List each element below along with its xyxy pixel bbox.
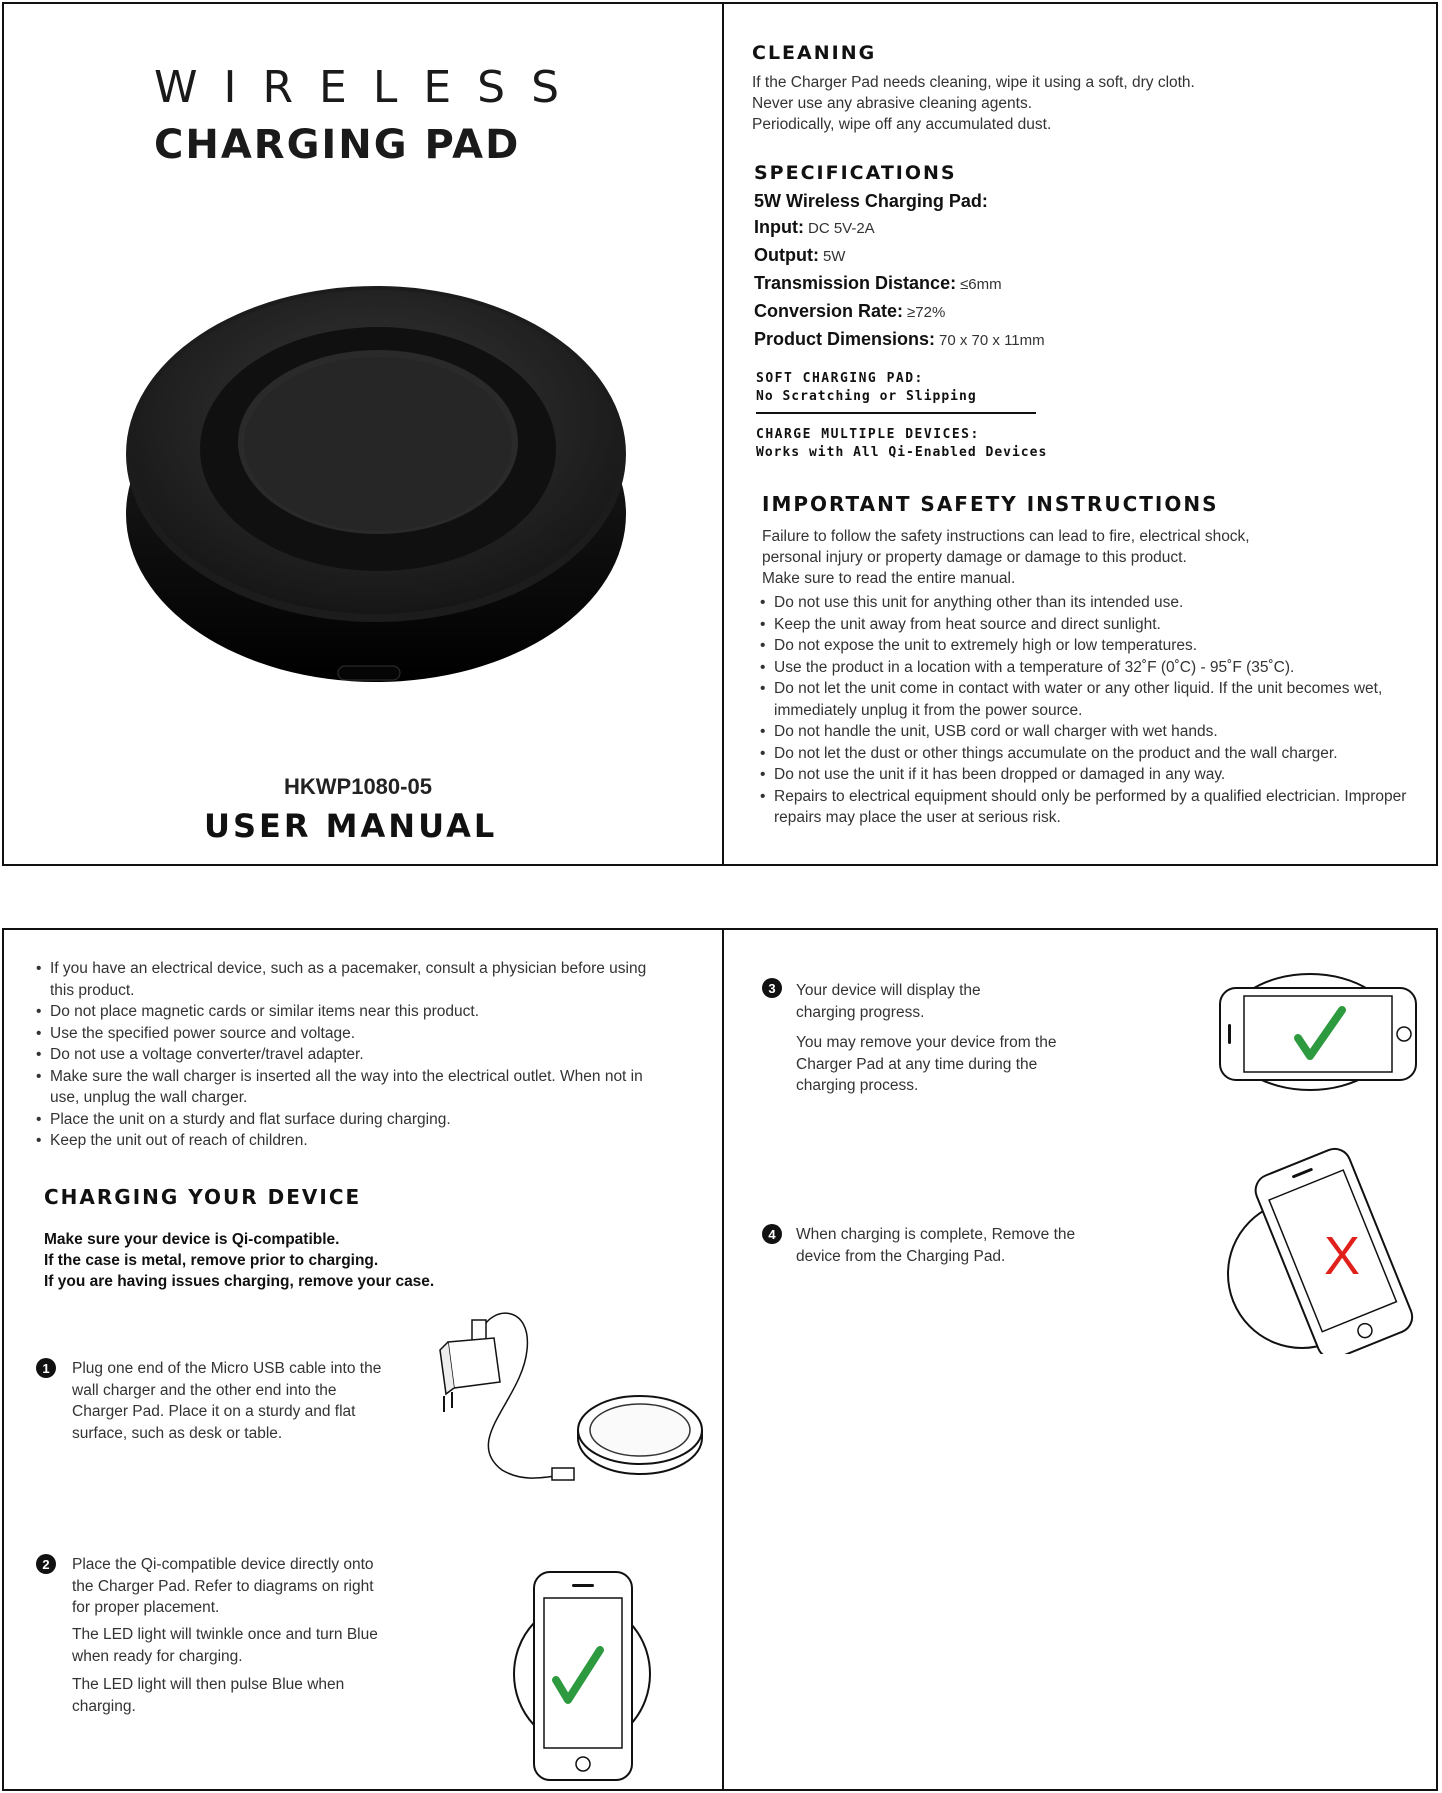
step-1-number: 1 (36, 1358, 56, 1378)
specifications-section (754, 162, 1414, 354)
spec-value: ≤6mm (960, 276, 1002, 293)
safety-bullet: • Do not use a voltage converter/travel adapter. (34, 1044, 654, 1066)
safety-bullet: • Place the unit on a sturdy and flat surface during charging. (34, 1109, 654, 1131)
step-4-text: When charging is complete, Remove the device from the Charging Pad. (796, 1226, 1076, 1265)
feature-title: SOFT CHARGING PAD: (756, 371, 924, 386)
safety-bullet: • Do not handle the unit, USB cord or wall charger with wet hands. (758, 721, 1422, 743)
spec-value: 5W (822, 248, 846, 265)
feature-text: Works with All Qi-Enabled Devices (756, 445, 1048, 460)
phone-removed-illustration (1222, 1144, 1432, 1354)
step-1-text: Plug one end of the Micro USB cable into the wall charger and the other end into the Charger Pad. Place it on a sturdy and flat surface, such as desk or table. (72, 1360, 382, 1442)
spec-output (754, 242, 1414, 270)
title-wireless: WIRELESS (154, 62, 586, 113)
specifications-heading: SPECIFICATIONS (754, 162, 957, 184)
safety-bullet: • Do not place magnetic cards or similar items near this product. (34, 1001, 654, 1023)
safety-intro (762, 526, 1422, 589)
charging-note: If the case is metal, remove prior to charging. (44, 1252, 379, 1269)
safety-bullet: • Repairs to electrical equipment should only be performed by a qualified electrician. Improper repairs may place the user at serious risk. (758, 786, 1422, 829)
step-2-number: 2 (36, 1554, 56, 1574)
spec-value: DC 5V-2A (807, 220, 875, 237)
charging-pad-image (116, 274, 636, 694)
user-manual-title: USER MANUAL (204, 807, 498, 845)
top-sheet (2, 2, 1438, 866)
step-3-number: 3 (762, 978, 782, 998)
spec-label: Product Dimensions: (754, 329, 936, 349)
x-mark-icon: X (1324, 1226, 1361, 1286)
phone-on-pad-illustration (512, 1564, 672, 1788)
spec-distance (754, 270, 1414, 298)
panel-divider (722, 930, 724, 1789)
cleaning-text (752, 72, 1412, 135)
step-2-led-pulse: The LED light will then pulse Blue when charging. (72, 1676, 345, 1715)
title-charging-pad: CHARGING PAD (154, 122, 521, 168)
safety-heading: IMPORTANT SAFETY INSTRUCTIONS (762, 492, 1219, 516)
safety-bullet: • Do not use this unit for anything other than its intended use. (758, 592, 1422, 614)
safety-bullet-list (758, 592, 1422, 829)
step-3-text: Your device will display the charging progress. (796, 982, 981, 1021)
spec-input (754, 214, 1414, 242)
charging-heading: CHARGING YOUR DEVICE (44, 1185, 362, 1209)
charging-notes (44, 1229, 664, 1292)
cleaning-section (752, 42, 1412, 135)
safety-bullet: • Keep the unit out of reach of children. (34, 1130, 654, 1152)
feature-soft-pad (756, 370, 1076, 414)
safety-bullet: • Use the specified power source and voltage. (34, 1023, 654, 1045)
feature-text: No Scratching or Slipping (756, 389, 977, 404)
step-2-text: Place the Qi-compatible device directly onto the Charger Pad. Refer to diagrams on right for proper placement. (72, 1556, 374, 1616)
safety-bullet: • Use the product in a location with a temperature of 32˚F (0˚C) - 95˚F (35˚C). (758, 657, 1422, 679)
cleaning-line: Never use any abrasive cleaning agents. (752, 95, 1033, 112)
safety-bullet: • Make sure the wall charger is inserted all the way into the electrical outlet. When not in use, unplug the wall charger. (34, 1066, 654, 1109)
charging-section (44, 1185, 664, 1292)
spec-label: Conversion Rate: (754, 301, 904, 321)
charging-note: Make sure your device is Qi-compatible. (44, 1231, 340, 1248)
safety-intro-line: personal injury or property damage or damage to this product. (762, 549, 1187, 566)
spec-label: Transmission Distance: (754, 273, 957, 293)
feature-multi-device (756, 426, 1136, 462)
safety-bullet: • Do not let the dust or other things accumulate on the product and the wall charger. (758, 743, 1422, 765)
safety-bullet-list-continued (34, 958, 654, 1152)
spec-conversion (754, 298, 1414, 326)
step-2-led-twinkle: The LED light will twinkle once and turn Blue when ready for charging. (72, 1626, 378, 1665)
feature-divider (756, 412, 1036, 414)
step-4-number: 4 (762, 1224, 782, 1244)
charger-and-pad-illustration (422, 1310, 704, 1490)
safety-bullet: • Keep the unit away from heat source and direct sunlight. (758, 614, 1422, 636)
cleaning-line: Periodically, wipe off any accumulated dust. (752, 116, 1052, 133)
safety-intro-line: Make sure to read the entire manual. (762, 570, 1016, 587)
spec-value: ≥72% (907, 304, 946, 321)
safety-section (762, 492, 1422, 589)
spec-value: 70 x 70 x 11mm (939, 332, 1045, 349)
cleaning-line: If the Charger Pad needs cleaning, wipe it using a soft, dry cloth. (752, 74, 1195, 91)
safety-bullet: • Do not expose the unit to extremely high or low temperatures. (758, 635, 1422, 657)
safety-bullet: • Do not let the unit come in contact with water or any other liquid. If the unit becomes wet, immediately unplug it from the power source. (758, 678, 1422, 721)
spec-label: Input: (754, 217, 804, 237)
panel-divider (722, 4, 724, 864)
charging-note: If you are having issues charging, remove your case. (44, 1273, 435, 1290)
step-3-remove-note: You may remove your device from the Charger Pad at any time during the charging process. (796, 1034, 1057, 1094)
safety-bullet: • Do not use the unit if it has been dropped or damaged in any way. (758, 764, 1422, 786)
spec-dimensions (754, 326, 1414, 354)
feature-title: CHARGE MULTIPLE DEVICES: (756, 427, 980, 442)
safety-intro-line: Failure to follow the safety instructions can lead to fire, electrical shock, (762, 528, 1250, 545)
safety-bullet: • If you have an electrical device, such as a pacemaker, consult a physician before using this product. (34, 958, 654, 1001)
spec-subheading: 5W Wireless Charging Pad: (754, 191, 988, 211)
phone-landscape-illustration (1214, 970, 1422, 1100)
model-number: HKWP1080-05 (284, 774, 432, 799)
bottom-sheet (2, 928, 1438, 1791)
spec-label: Output: (754, 245, 819, 265)
cleaning-heading: CLEANING (752, 42, 877, 64)
